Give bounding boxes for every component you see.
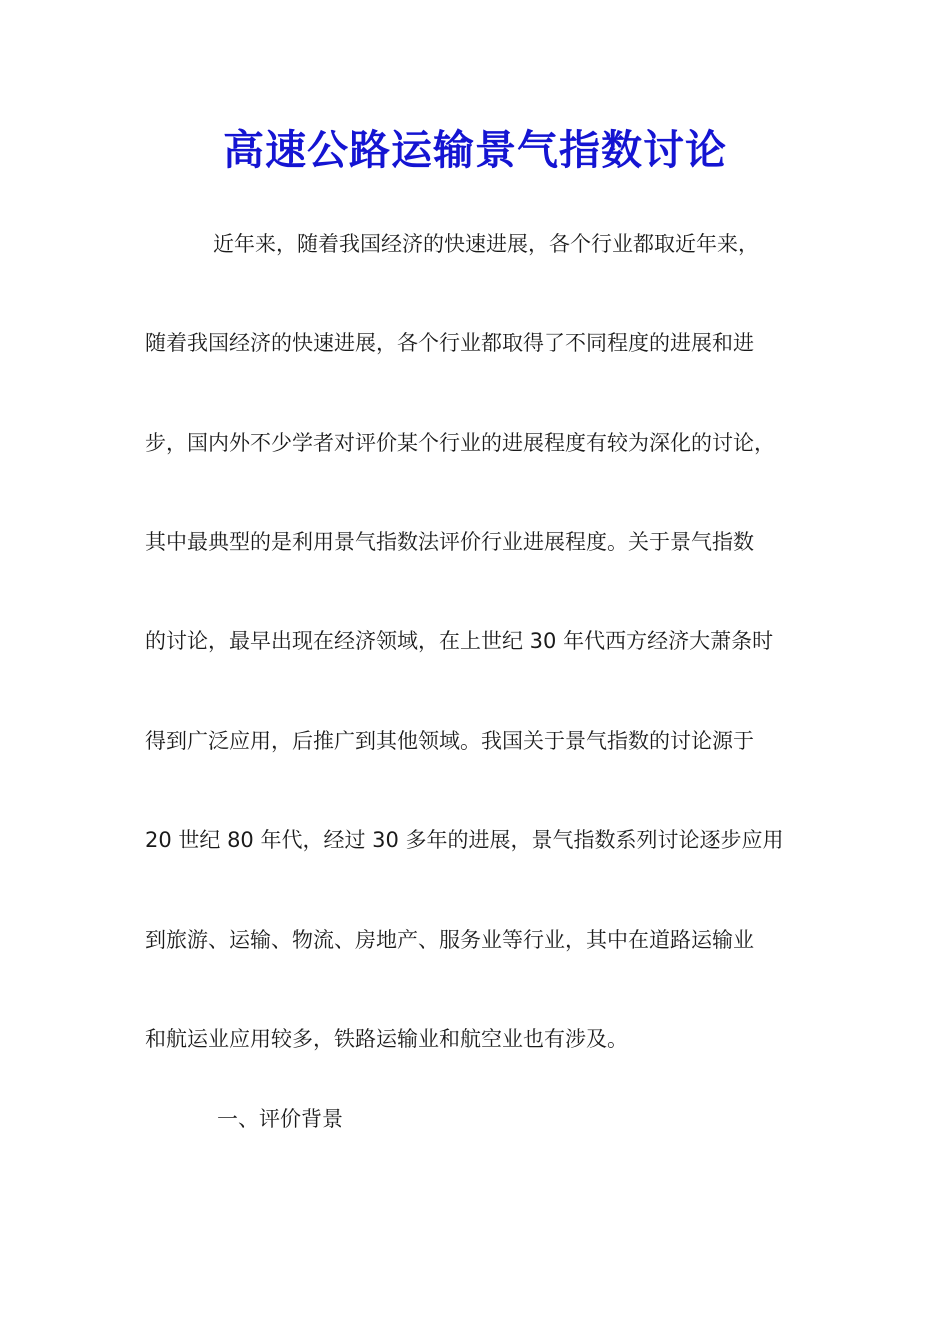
paragraph-line: 随着我国经济的快速进展，各个行业都取得了不同程度的进展和进 bbox=[145, 331, 754, 355]
section-heading: 一、评价背景 bbox=[217, 1107, 343, 1131]
paragraph-line: 得到广泛应用，后推广到其他领域。我国关于景气指数的讨论源于 bbox=[145, 729, 754, 753]
paragraph-line: 近年来，随着我国经济的快速进展，各个行业都取近年来， bbox=[213, 232, 759, 256]
paragraph-line: 到旅游、运输、物流、房地产、服务业等行业，其中在道路运输业 bbox=[145, 928, 754, 952]
paragraph-line: 20 世纪 80 年代，经过 30 多年的进展，景气指数系列讨论逐步应用 bbox=[145, 828, 784, 852]
document-title: 高速公路运输景气指数讨论 bbox=[223, 126, 727, 174]
paragraph-line: 其中最典型的是利用景气指数法评价行业进展程度。关于景气指数 bbox=[145, 530, 754, 554]
paragraph-line: 步，国内外不少学者对评价某个行业的进展程度有较为深化的讨论， bbox=[145, 431, 775, 455]
paragraph-line: 的讨论，最早出现在经济领域，在上世纪 30 年代西方经济大萧条时 bbox=[145, 629, 774, 653]
paragraph-line: 和航运业应用较多，铁路运输业和航空业也有涉及。 bbox=[145, 1027, 628, 1051]
